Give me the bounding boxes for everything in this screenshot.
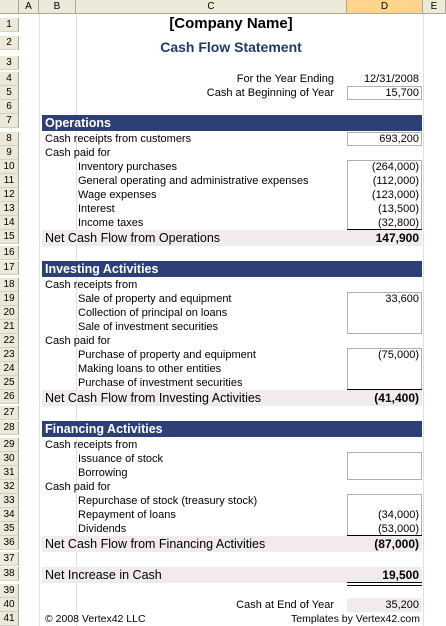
inv-paid-item-label: Purchase of investment securities xyxy=(78,377,243,389)
ops-net-value[interactable]: 147,900 xyxy=(375,231,419,245)
row-header[interactable]: 28 xyxy=(0,421,19,435)
row-header[interactable]: 26 xyxy=(0,390,19,404)
row-header[interactable]: 8 xyxy=(0,132,19,146)
ops-item-label: Interest xyxy=(78,203,115,215)
inv-receipt-item-label: Collection of principal on loans xyxy=(78,307,228,319)
row-header[interactable]: 25 xyxy=(0,376,19,390)
end-value[interactable]: 35,200 xyxy=(385,599,419,611)
fin-receipt-item-label: Issuance of stock xyxy=(78,453,163,465)
cash-begin-value[interactable]: 15,700 xyxy=(385,87,419,99)
row-header[interactable]: 29 xyxy=(0,438,19,452)
row-header[interactable]: 6 xyxy=(0,100,19,114)
column-header-d[interactable]: D xyxy=(347,0,423,14)
row-header[interactable]: 2 xyxy=(0,36,19,50)
ops-net-label: Net Cash Flow from Operations xyxy=(45,231,221,245)
row-header[interactable]: 13 xyxy=(0,202,19,216)
increase-value[interactable]: 19,500 xyxy=(382,568,419,582)
ops-item-label: General operating and administrative expenses xyxy=(78,175,309,187)
row-header[interactable]: 19 xyxy=(0,292,19,306)
row-header[interactable]: 37 xyxy=(0,552,19,566)
row-header[interactable]: 39 xyxy=(0,584,19,598)
cash-begin-label: Cash at Beginning of Year xyxy=(206,87,334,99)
row-header[interactable]: 10 xyxy=(0,160,19,174)
fin-paid-item-label: Dividends xyxy=(78,523,127,535)
row-header[interactable]: 23 xyxy=(0,348,19,362)
year-ending-label: For the Year Ending xyxy=(236,73,334,85)
fin-receipts-label: Cash receipts from xyxy=(45,439,138,451)
row-header[interactable]: 12 xyxy=(0,188,19,202)
double-underline xyxy=(347,582,422,586)
row-header[interactable]: 20 xyxy=(0,306,19,320)
row-header[interactable]: 41 xyxy=(0,612,19,626)
fin-receipts-box[interactable] xyxy=(347,452,422,480)
row-header[interactable]: 4 xyxy=(0,72,19,86)
fin-paid-item-value[interactable]: (34,000) xyxy=(378,509,419,521)
inv-paid-item-label: Purchase of property and equipment xyxy=(78,349,256,361)
ops-item-value[interactable]: (123,000) xyxy=(371,189,419,201)
templates-link[interactable]: Templates by Vertex42.com xyxy=(291,613,420,625)
row-header[interactable]: 21 xyxy=(0,320,19,334)
ops-receipts-label: Cash receipts from customers xyxy=(45,133,192,145)
row-header[interactable]: 36 xyxy=(0,536,19,550)
fin-paid-item-value[interactable]: (53,000) xyxy=(378,523,419,535)
row-header[interactable]: 22 xyxy=(0,334,19,348)
company-name: [Company Name] xyxy=(169,15,293,32)
row-header[interactable]: 15 xyxy=(0,230,19,244)
ops-paid-label: Cash paid for xyxy=(45,147,111,159)
row-header[interactable]: 18 xyxy=(0,278,19,292)
fin-paid-label: Cash paid for xyxy=(45,481,111,493)
copyright-text: © 2008 Vertex42 LLC xyxy=(45,613,146,625)
row-header[interactable]: 27 xyxy=(0,406,19,420)
row-header[interactable]: 34 xyxy=(0,508,19,522)
column-header-e[interactable]: E xyxy=(423,0,446,14)
row-header[interactable]: 38 xyxy=(0,567,19,581)
row-header[interactable]: 24 xyxy=(0,362,19,376)
operations-heading: Operations xyxy=(42,115,422,131)
row-header[interactable]: 16 xyxy=(0,246,19,260)
fin-net-value[interactable]: (87,000) xyxy=(374,537,419,551)
row-header[interactable]: 32 xyxy=(0,480,19,494)
fin-receipt-item-label: Borrowing xyxy=(78,467,128,479)
ops-receipts-value[interactable]: 693,200 xyxy=(379,133,419,145)
row-header[interactable]: 5 xyxy=(0,86,19,100)
gridline xyxy=(76,14,77,626)
ops-item-value[interactable]: (13,500) xyxy=(378,203,419,215)
row-header[interactable]: 14 xyxy=(0,216,19,230)
inv-receipt-item-value[interactable]: 33,600 xyxy=(385,293,419,305)
column-header-c[interactable]: C xyxy=(76,0,347,14)
ops-item-value[interactable]: (264,000) xyxy=(371,161,419,173)
fin-paid-item-label: Repayment of loans xyxy=(78,509,176,521)
row-header[interactable]: 33 xyxy=(0,494,19,508)
increase-label: Net Increase in Cash xyxy=(45,568,162,582)
ops-item-value[interactable]: (112,000) xyxy=(372,175,419,187)
financing-heading: Financing Activities xyxy=(42,421,422,437)
ops-item-label: Income taxes xyxy=(78,217,144,229)
inv-receipt-item-label: Sale of investment securities xyxy=(78,321,219,333)
row-header[interactable]: 35 xyxy=(0,522,19,536)
row-header[interactable]: 30 xyxy=(0,452,19,466)
year-ending-value[interactable]: 12/31/2008 xyxy=(363,73,419,85)
inv-receipts-label: Cash receipts from xyxy=(45,279,138,291)
column-header-a[interactable]: A xyxy=(19,0,39,14)
ops-item-label: Inventory purchases xyxy=(78,161,178,173)
fin-paid-item-label: Repurchase of stock (treasury stock) xyxy=(78,495,258,507)
inv-paid-label: Cash paid for xyxy=(45,335,111,347)
investing-heading: Investing Activities xyxy=(42,261,422,277)
ops-item-value[interactable]: (32,800) xyxy=(378,217,419,229)
row-header[interactable]: 17 xyxy=(0,261,19,275)
ops-item-label: Wage expenses xyxy=(78,189,157,201)
row-header[interactable]: 40 xyxy=(0,598,19,612)
gridline xyxy=(39,14,40,626)
inv-receipt-item-label: Sale of property and equipment xyxy=(78,293,232,305)
page-title: Cash Flow Statement xyxy=(160,39,302,55)
inv-paid-item-label: Making loans to other entities xyxy=(78,363,222,375)
row-header[interactable]: 7 xyxy=(0,114,19,128)
row-header[interactable]: 1 xyxy=(0,18,19,32)
select-all-corner[interactable] xyxy=(0,0,19,14)
end-label: Cash at End of Year xyxy=(236,599,334,611)
row-header[interactable]: 3 xyxy=(0,56,19,70)
row-header[interactable]: 31 xyxy=(0,466,19,480)
row-header[interactable]: 11 xyxy=(0,174,19,188)
inv-net-label: Net Cash Flow from Investing Activities xyxy=(45,391,262,405)
row-header[interactable]: 9 xyxy=(0,146,19,160)
inv-net-value[interactable]: (41,400) xyxy=(374,391,419,405)
inv-paid-item-value[interactable]: (75,000) xyxy=(378,349,419,361)
gridline xyxy=(423,14,424,626)
fin-net-label: Net Cash Flow from Financing Activities xyxy=(45,537,266,551)
column-header-b[interactable]: B xyxy=(39,0,76,14)
